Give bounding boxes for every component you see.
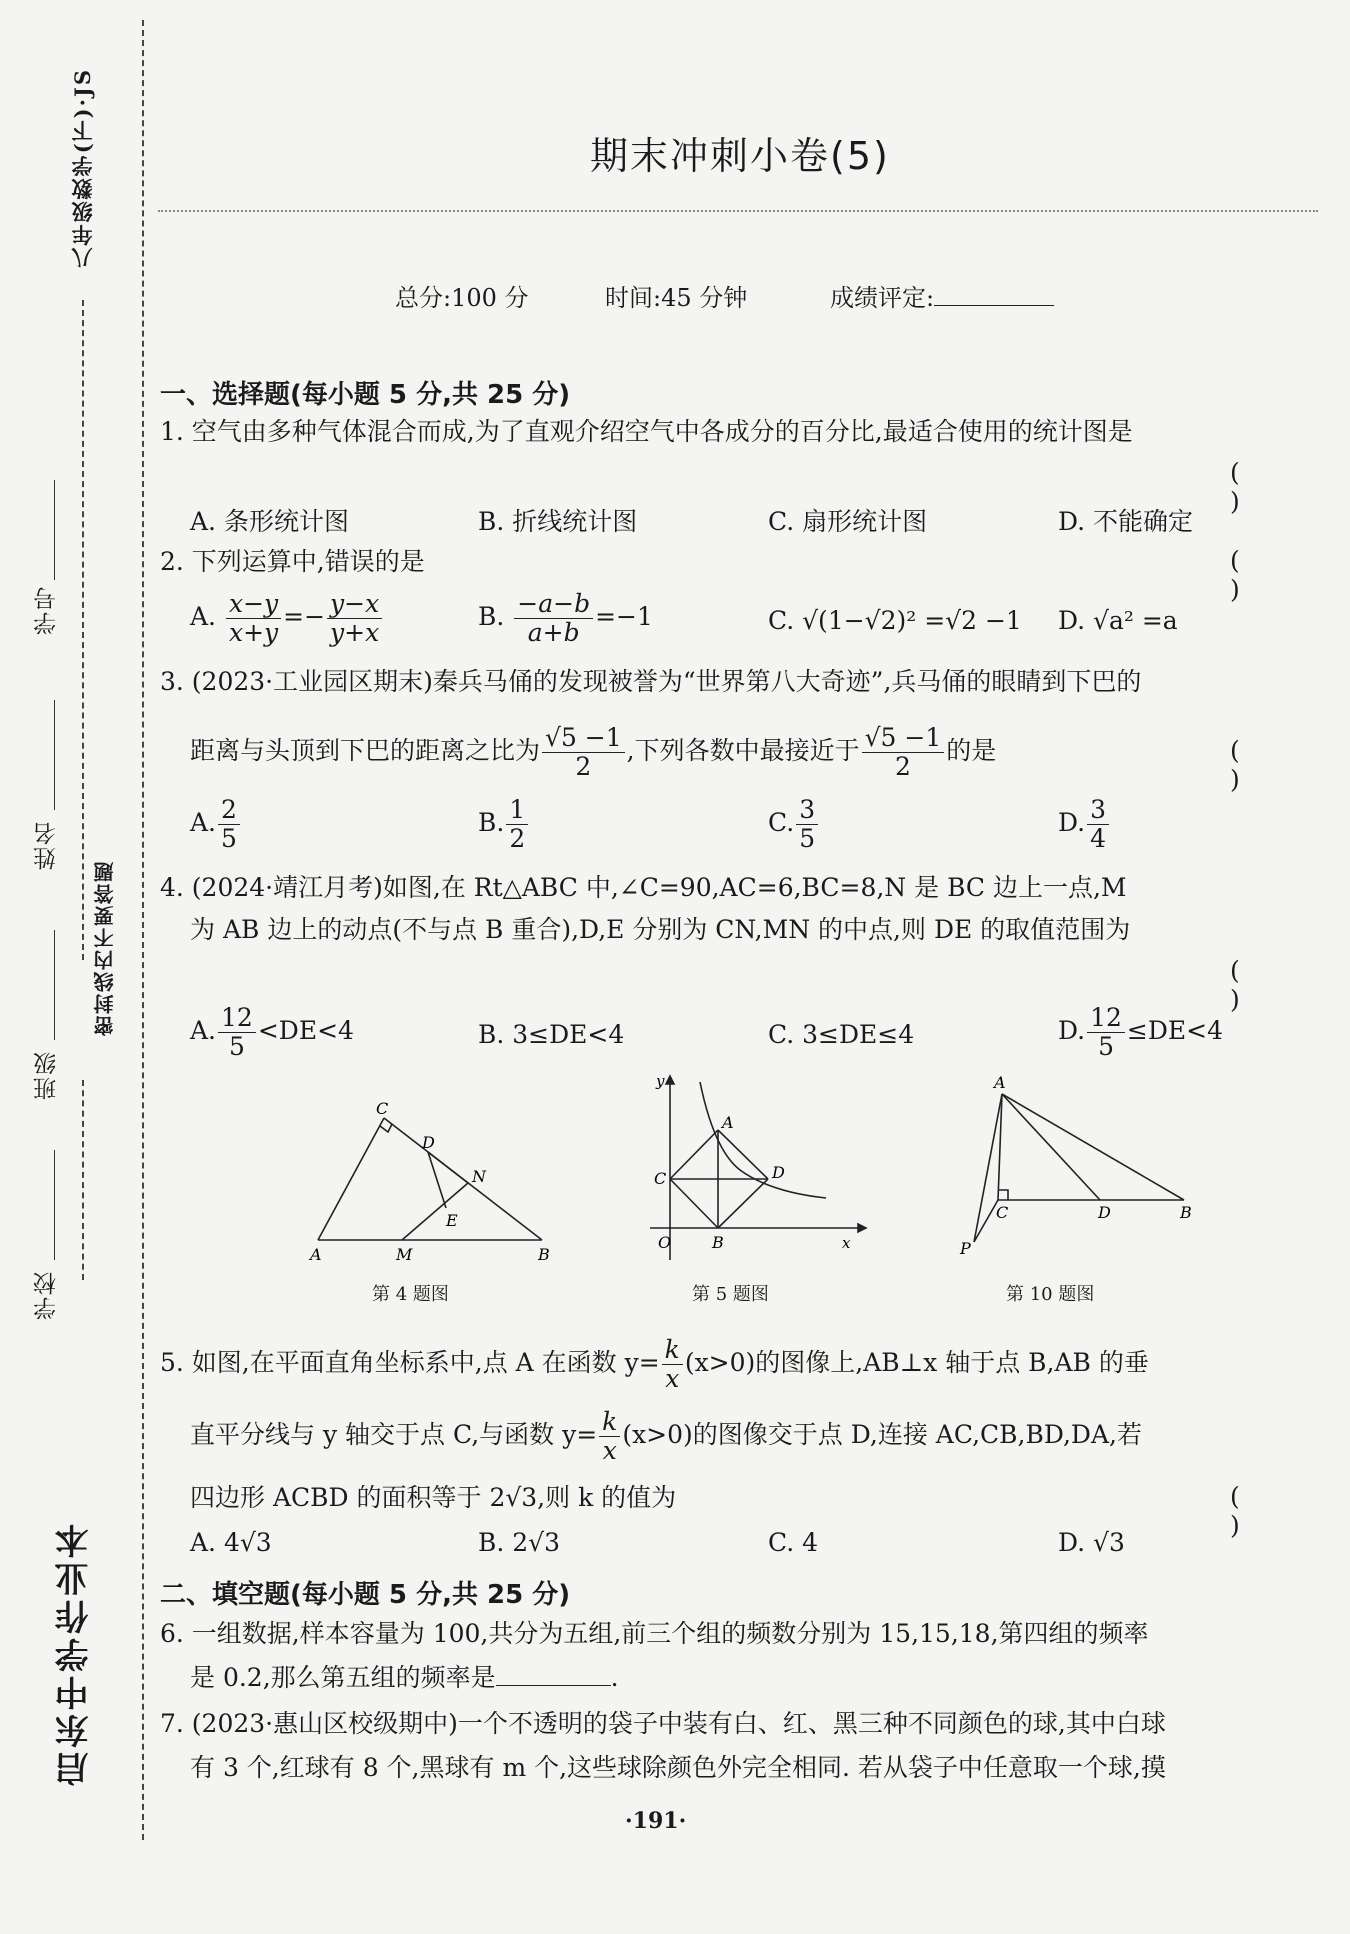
page-title: 期末冲刺小卷(5) xyxy=(590,134,890,178)
field-student-id-line xyxy=(54,480,55,580)
q4-option-b: B. 3≤DE<4 xyxy=(478,1020,625,1049)
q2-a-den1: x+y xyxy=(228,618,279,647)
q4-a-den: 5 xyxy=(228,1032,245,1061)
q3-line1: 3. (2023·工业园区期末)秦兵马俑的发现被誉为“世界第八大奇迹”,兵马俑的眼睛到下巴的 xyxy=(160,667,1142,696)
q3-a-num: 2 xyxy=(218,796,240,825)
figure-10-caption: 第 10 题图 xyxy=(1006,1284,1095,1305)
q2-option-d: D. √a² =a xyxy=(1058,606,1178,635)
fig4-seg-dm xyxy=(428,1152,446,1208)
fig10-label-c: C xyxy=(996,1203,1009,1222)
q5-line1 xyxy=(160,1336,1149,1393)
field-class: 班级 xyxy=(34,1050,60,1100)
q3-golden-frac-2 xyxy=(862,724,945,781)
fig4-seg-mn xyxy=(402,1183,468,1240)
field-student-id: 学号 xyxy=(34,585,60,635)
q5-frac2-num: k xyxy=(599,1408,620,1437)
q2-b-den: a+b xyxy=(527,618,580,647)
field-school: 学校 xyxy=(34,1270,60,1320)
q4-a-num: 12 xyxy=(218,1004,256,1033)
fig4-label-n: N xyxy=(472,1167,486,1186)
seal-line-left xyxy=(82,300,84,960)
q5-frac-2 xyxy=(599,1408,620,1465)
fig5-label-x: x xyxy=(842,1234,851,1252)
figure-10 xyxy=(940,1070,1200,1270)
fig5-label-b: B xyxy=(712,1233,724,1252)
q3-line2-b: ,下列各数中最接近于 xyxy=(626,736,860,765)
q5-line1-a: 5. 如图,在平面直角坐标系中,点 A 在函数 y= xyxy=(160,1348,660,1377)
fig4-label-a: A xyxy=(310,1245,322,1264)
q3-c-frac xyxy=(796,796,818,853)
q3-option-a xyxy=(190,796,242,853)
q3-d-label: D. xyxy=(1058,808,1086,837)
q2-a-num2: y−x xyxy=(327,590,382,619)
q4-option-a xyxy=(190,1004,354,1061)
time-limit: 时间:45 分钟 xyxy=(605,284,748,312)
q3-a-label: A. xyxy=(190,808,217,837)
q6-answer-blank xyxy=(496,1663,611,1686)
q2-answer-paren: ( ) xyxy=(1230,546,1282,604)
q3-frac2-den: 2 xyxy=(894,752,911,781)
page-number: ·191· xyxy=(625,1808,687,1834)
q5-answer-paren: ( ) xyxy=(1230,1482,1282,1540)
q4-a-label: A. xyxy=(190,1016,217,1045)
score-total: 总分:100 分 xyxy=(395,284,529,312)
q4-d-den: 5 xyxy=(1098,1032,1114,1061)
field-name: 姓名 xyxy=(34,820,60,870)
q3-a-frac xyxy=(218,796,240,853)
q5-line3: 四边形 ACBD 的面积等于 2√3,则 k 的值为 xyxy=(190,1483,677,1512)
q2-b-frac xyxy=(514,590,593,647)
q2-a-label: A. xyxy=(190,602,217,631)
q5-frac2-den: x xyxy=(602,1436,617,1465)
fig4-right-angle xyxy=(380,1124,392,1132)
q3-a-den: 5 xyxy=(221,824,237,853)
q3-d-den: 4 xyxy=(1090,824,1107,853)
q4-option-d xyxy=(1058,1004,1223,1061)
seal-note: 密封线内不要答题 xyxy=(90,860,119,1036)
q2-b-label: B. xyxy=(478,602,505,631)
q3-frac1-num: √5 −1 xyxy=(542,724,625,753)
fig10-label-a: A xyxy=(994,1073,1006,1092)
q3-frac1-den: 2 xyxy=(575,752,592,781)
fig10-right-angle xyxy=(998,1190,1008,1200)
q2-option-b xyxy=(478,590,653,647)
fig4-label-e: E xyxy=(446,1211,458,1230)
grade-label xyxy=(830,278,1054,313)
figure-4-caption: 第 4 题图 xyxy=(372,1284,449,1305)
q7-line2: 有 3 个,红球有 8 个,黑球有 m 个,这些球除颜色外完全相同. 若从袋子中任意取一个球,摸 xyxy=(190,1753,1166,1782)
series-label: 八年级数学(下)·JS xyxy=(70,68,95,269)
q2-a-den2: y+x xyxy=(330,618,380,647)
q2-option-a xyxy=(190,590,384,647)
q3-line2-c: 的是 xyxy=(946,736,997,765)
q1-option-a: A. 条形统计图 xyxy=(190,507,349,536)
book-title: 启东中学作业本 xyxy=(55,1520,95,1786)
field-class-line xyxy=(54,930,55,1040)
q3-b-frac xyxy=(506,796,528,853)
fig10-seg-ad xyxy=(1002,1094,1100,1200)
fig5-y-arrow xyxy=(666,1076,674,1084)
section-1-heading xyxy=(160,374,570,411)
q5-option-a: A. 4√3 xyxy=(190,1528,272,1557)
q5-frac1-den: x xyxy=(665,1364,680,1393)
fig5-label-o: O xyxy=(658,1233,672,1252)
q3-c-label: C. xyxy=(768,808,795,837)
q5-frac-1 xyxy=(662,1336,683,1393)
q2-b-tail: =−1 xyxy=(595,602,653,631)
q7-line1: 7. (2023·惠山区校级期中)一个不透明的袋子中装有白、红、黑三种不同颜色的球,其中白球 xyxy=(160,1709,1166,1738)
q3-option-b xyxy=(478,796,530,853)
q3-c-num: 3 xyxy=(796,796,818,825)
q3-d-frac xyxy=(1087,796,1109,853)
q2-text: 2. 下列运算中,错误的是 xyxy=(160,547,425,576)
q5-line2-b: (x>0)的图像交于点 D,连接 AC,CB,BD,DA,若 xyxy=(622,1420,1142,1449)
q4-a-frac xyxy=(218,1004,256,1061)
fig4-label-m: M xyxy=(396,1245,413,1264)
fig4-label-d: D xyxy=(422,1133,435,1152)
fig5-seg-bd xyxy=(718,1179,768,1228)
fig5-label-y: y xyxy=(656,1072,665,1090)
fig10-label-p: P xyxy=(960,1239,971,1258)
figure-4 xyxy=(300,1100,570,1270)
q6-line1: 6. 一组数据,样本容量为 100,共分为五组,前三个组的频数分别为 15,15,18,第四组的频率 xyxy=(160,1619,1149,1648)
q4-answer-paren: ( ) xyxy=(1230,956,1282,1014)
figure-5-caption: 第 5 题图 xyxy=(692,1284,769,1305)
fig10-label-d: D xyxy=(1098,1203,1111,1222)
grade-text: 成绩评定: xyxy=(830,284,935,312)
q4-line1: 4. (2024·靖江月考)如图,在 Rt△ABC 中,∠C=90,AC=6,BC=8,N 是 BC 边上一点,M xyxy=(160,873,1127,902)
fig10-seg-ab xyxy=(1002,1094,1184,1200)
fig5-x-arrow xyxy=(858,1224,866,1232)
fig5-seg-cb xyxy=(670,1179,718,1228)
q1-option-c: C. 扇形统计图 xyxy=(768,507,928,536)
fig5-label-a: A xyxy=(722,1113,734,1132)
q5-option-d: D. √3 xyxy=(1058,1528,1125,1557)
grade-blank xyxy=(934,283,1054,306)
q4-option-c: C. 3≤DE≤4 xyxy=(768,1020,915,1049)
q3-c-den: 5 xyxy=(799,824,816,853)
q3-frac2-num: √5 −1 xyxy=(862,724,945,753)
fig4-label-b: B xyxy=(538,1245,550,1264)
q3-golden-frac-1 xyxy=(542,724,625,781)
q5-line1-b: (x>0)的图像上,AB⊥x 轴于点 B,AB 的垂 xyxy=(684,1348,1149,1377)
section-1-text: 一、选择题(每小题 5 分,共 25 分) xyxy=(160,380,571,410)
q5-line2 xyxy=(190,1408,1142,1465)
q4-d-frac xyxy=(1087,1004,1125,1061)
seal-line-left-2 xyxy=(82,1080,84,1280)
q3-b-den: 2 xyxy=(509,824,526,853)
q3-answer-paren: ( ) xyxy=(1230,736,1282,794)
q1-text: 1. 空气由多种气体混合而成,为了直观介绍空气中各成分的百分比,最适合使用的统计图是 xyxy=(160,417,1133,446)
q3-d-num: 3 xyxy=(1087,796,1109,825)
q6-line2 xyxy=(190,1662,619,1694)
q5-frac1-num: k xyxy=(662,1336,683,1365)
q2-a-num1: x−y xyxy=(226,590,281,619)
fig5-label-c: C xyxy=(654,1169,667,1188)
q3-option-d xyxy=(1058,796,1111,853)
title-divider xyxy=(158,210,1318,212)
q2-a-frac1 xyxy=(226,590,281,647)
fig5-hyperbola xyxy=(700,1082,826,1198)
q1-option-b: B. 折线统计图 xyxy=(478,507,638,536)
figure-5 xyxy=(630,1070,870,1270)
q4-d-tail: ≤DE<4 xyxy=(1126,1016,1224,1045)
q2-a-mid: =− xyxy=(283,602,326,631)
fig5-label-d: D xyxy=(772,1163,785,1182)
q2-a-frac2 xyxy=(327,590,382,647)
q1-answer-paren: ( ) xyxy=(1230,458,1282,516)
field-name-line xyxy=(54,700,55,810)
q5-line2-a: 直平分线与 y 轴交于点 C,与函数 y= xyxy=(190,1420,598,1449)
seal-line xyxy=(142,20,144,1840)
q4-d-label: D. xyxy=(1058,1016,1086,1045)
q4-d-num: 12 xyxy=(1087,1004,1125,1033)
q5-option-b: B. 2√3 xyxy=(478,1528,561,1557)
fig10-label-b: B xyxy=(1180,1203,1192,1222)
fig4-side-ac xyxy=(318,1118,384,1240)
q3-option-c xyxy=(768,796,820,853)
q6-line2-a: 是 0.2,那么第五组的频率是 xyxy=(190,1663,496,1692)
fig4-label-c: C xyxy=(376,1100,389,1118)
q5-option-c: C. 4 xyxy=(768,1528,819,1557)
q4-line2: 为 AB 边上的动点(不与点 B 重合),D,E 分别为 CN,MN 的中点,则 DE 的取值范围为 xyxy=(190,915,1131,944)
q2-b-num: −a−b xyxy=(514,590,593,619)
section-2-heading xyxy=(160,1574,570,1611)
q3-line2-a: 距离与头顶到下巴的距离之比为 xyxy=(190,736,541,765)
section-2-text: 二、填空题(每小题 5 分,共 25 分) xyxy=(160,1580,571,1610)
q2-option-c: C. √(1−√2)² =√2 −1 xyxy=(768,606,1022,635)
fig4-seg-dn xyxy=(428,1152,468,1183)
q1-option-d: D. 不能确定 xyxy=(1058,507,1194,536)
q6-line2-b: . xyxy=(610,1663,619,1692)
q4-a-tail: <DE<4 xyxy=(257,1016,354,1045)
q3-b-num: 1 xyxy=(506,796,528,825)
q3-line2 xyxy=(190,724,996,781)
q3-b-label: B. xyxy=(478,808,505,837)
field-school-line xyxy=(54,1150,55,1260)
fig5-seg-ca xyxy=(670,1130,718,1179)
